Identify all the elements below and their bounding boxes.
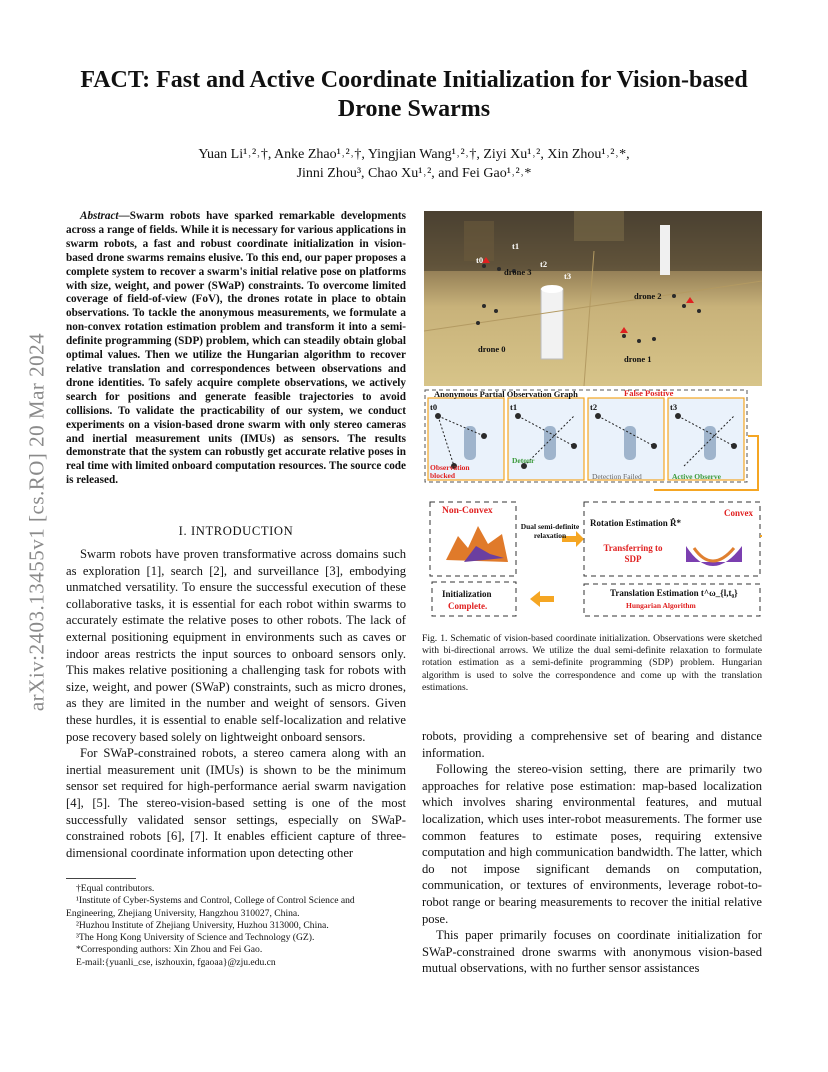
- arxiv-id: arXiv:2403.13455v1 [cs.RO] 20 Mar 2024: [24, 332, 49, 712]
- footnote: †Equal contributors.: [76, 883, 155, 894]
- arxiv-sidebar: [22, 282, 52, 762]
- photo-label-t0: t0: [476, 255, 484, 265]
- figure-photo: [424, 211, 762, 386]
- graph-title: Anonymous Partial Observation Graph: [434, 389, 578, 399]
- photo-label-drone2: drone 2: [634, 291, 662, 301]
- initialization-label: Initialization: [442, 589, 492, 599]
- rotation-estimation-label: Rotation Estimation R̂*: [590, 518, 682, 528]
- false-positive-label: False Positive: [624, 388, 674, 398]
- abstract-text: —Swarm robots have sparked remarkable developments across a range of fields. While it is necessary for various applications in swarm robots, a fast and robust coordinate initialization in vision-based drone swarms remains elusive. To this end, our paper proposes a complete system to recover a swarm's initial relative pose on platforms with size, weight, and power (SWaP) constraints. To overcome limited coverage of field-of-view (FoV), the drones rotate in place to obtain observations. To tackle the anonymous measurements, we formulate a non-convex rotation estimation problem and transform it into a semi-definite programming (SDP) problem, which can steadily obtain global optimal values. Then we utilize the Hungarian algorithm to recover relative translation and correspondences between observations and drone identities. To safely acquire complete observations, we actively search for positions and generate feasible trajectories to avoid collisions. To validate the practicability of our system, we conduct experiments on a vision-based drone swarm with only stereo cameras and inertial measurement units (IMUs) as sensors. The results demonstrate that the system can robustly get accurate relative poses in real time with limited onboard computation resources. The source code is released.: [66, 210, 406, 487]
- photo-label-t2: t2: [540, 259, 548, 269]
- hungarian-label: Hungarian Algorithm: [626, 601, 696, 610]
- complete-label: Complete.: [448, 601, 488, 611]
- photo-label-t3: t3: [564, 271, 572, 281]
- detection-failed-label: Detection Failed: [592, 472, 642, 481]
- photo-label-drone0: drone 0: [478, 344, 506, 354]
- footnote: ²Huzhou Institute of Zhejiang University, Huzhou 313000, China.: [76, 919, 329, 931]
- photo-label-drone3: drone 3: [504, 267, 532, 277]
- right-paragraph-1: Following the stereo-vision setting, there are primarily two approaches for relative pose estimation: map-based localization which involves sharing environmental features, and mutual localization, which uses inter-robot measurements. The former use common features to estimate poses, requiring extensive computation and high communication bandwidth. The latter, which do not impose significant demands on computation, communication, or textures of environments, leverage robot-to-robot range or bearing measurements to recover the initial relative pose.: [422, 762, 762, 926]
- intro-paragraph-2: For SWaP-constrained robots, a stereo camera along with an inertial measurement unit (IMUs) is shown to be the minimum sensor set required for high-performance aerial swarm navigation [4], [5]. The stereo-vision-based setting is one of the most successfully validated sensor settings, especially on SWaP-constrained robots [6], [7]. It enables efficient capture of three-dimensional coordinate information upon detecting other: [66, 746, 406, 860]
- author-line-2: Jinni Zhou³, Chao Xu¹˒², and Fei Gao¹˒²˒*: [296, 166, 532, 181]
- active-observe-label: Active Observe: [672, 472, 721, 481]
- photo-drawing: [424, 211, 762, 386]
- abstract: [66, 210, 406, 488]
- photo-label-t1: t1: [512, 241, 520, 251]
- panel-label-t0: t0: [430, 402, 438, 412]
- photo-label-drone1: drone 1: [624, 354, 652, 364]
- panel-label-t3: t3: [670, 402, 678, 412]
- abstract-lead: Abstract: [80, 210, 119, 222]
- right-paragraph-0: robots, providing a comprehensive set of bearing and distance information.: [422, 729, 762, 760]
- observation-blocked-label: Observation blocked: [430, 463, 470, 480]
- section-heading: I. INTRODUCTION: [178, 524, 294, 538]
- detour-label: Detour: [512, 456, 535, 465]
- panel-label-t1: t1: [510, 402, 518, 412]
- footnotes: [66, 883, 406, 969]
- translation-estimation-label: Translation Estimation t^ω_{l,t₀}: [610, 588, 738, 598]
- footnote: ¹Institute of Cyber-Systems and Control, College of Control Science and Engineering, Zhejiang University, Hangzhou 310027, China.: [66, 895, 355, 919]
- paper-title: FACT: Fast and Active Coordinate Initialization for Vision-based Drone Swarms: [80, 67, 748, 122]
- dual-relaxation-label: Dual semi-definite relaxation: [520, 522, 580, 540]
- figure-diagram: [424, 386, 762, 626]
- footnote: E-mail:{yuanli_cse, iszhouxin, fgaoaa}@zju.edu.cn: [76, 956, 276, 968]
- intro-left-column: [66, 546, 406, 861]
- footnote: *Corresponding authors: Xin Zhou and Fei Gao.: [76, 944, 263, 956]
- footnote-rule: [66, 878, 136, 879]
- non-convex-label: Non-Convex: [442, 506, 493, 516]
- convex-label: Convex: [724, 508, 753, 518]
- footnote: ³The Hong Kong University of Science and Technology (GZ).: [76, 932, 315, 944]
- transferring-sdp-label: Transferring to SDP: [603, 543, 663, 564]
- figure-caption: Fig. 1. Schematic of vision-based coordinate initialization. Observations were sketched with bi-directional arrows. We utilize the dual semi-definite relaxation to formulate rotation estimation as a semi-definite programming (SDP) problem. Hungarian algorithm is used to solve the correspondence and come up with the translation estimations.: [422, 633, 762, 693]
- right-paragraph-2: This paper primarily focuses on coordinate initialization for SWaP-constrained drone swarms with anonymous vision-based mutual observations, with no further sensor assistances: [422, 928, 762, 976]
- panel-label-t2: t2: [590, 402, 598, 412]
- intro-paragraph-1: Swarm robots have proven transformative across domains such as exploration [1], search [2], and surveillance [3], embodying unmatched versatility. To ensure the successful execution of these collaborative tasks, it is essential for each robot within swarms to accurately estimate the relative poses to other robots. The lack of external positioning equipment in environments such as caves or indoor areas restricts the input sources to onboard sensors only. This makes relative positioning a challenging task for robots with size, weight, and power (SWaP) constraints, such as micro drones, as they are limited in the number and weight of sensors. Given these hurdles, it is essential to enable self-localization and relative pose recovery based solely on lightweight onboard sensors.: [66, 547, 406, 744]
- author-list: [120, 145, 708, 183]
- right-column: [422, 728, 762, 977]
- author-line-1: Yuan Li¹˒²˒†, Anke Zhao¹˒²˒†, Yingjian Wang¹˒²˒†, Ziyi Xu¹˒², Xin Zhou¹˒²˒*,: [198, 147, 630, 162]
